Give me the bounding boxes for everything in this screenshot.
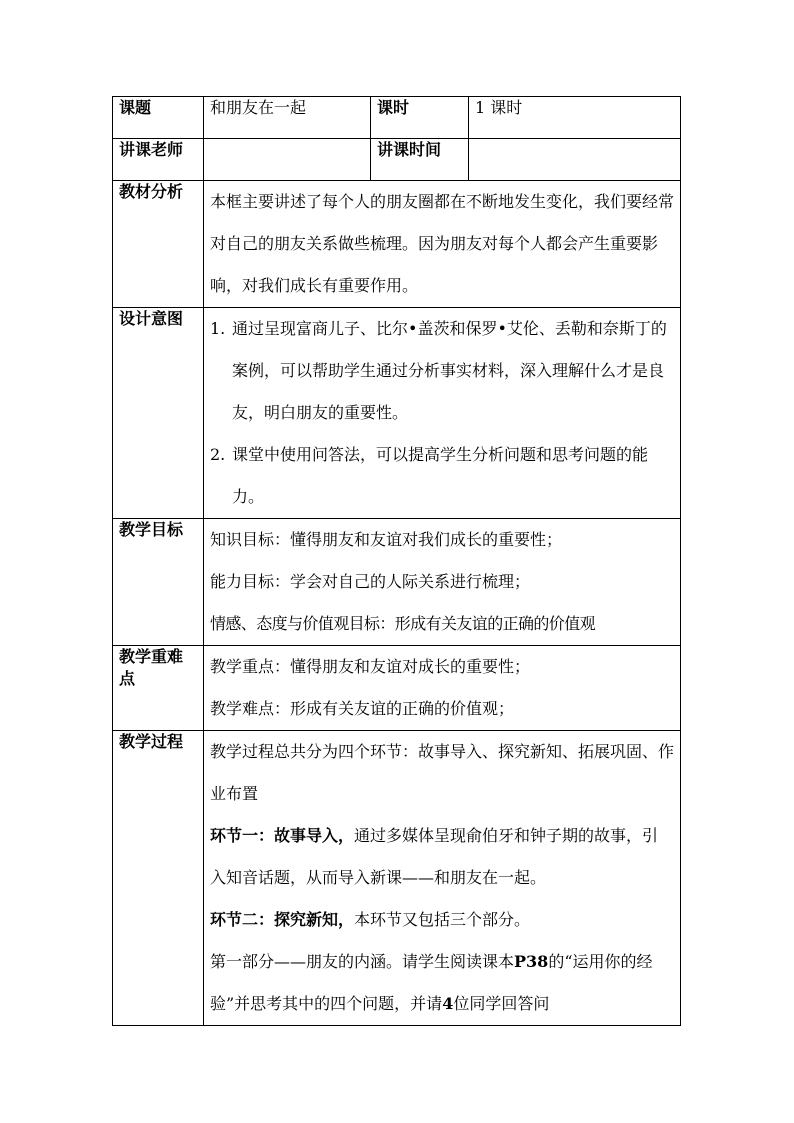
- goals-content: [204, 519, 681, 646]
- part1-page-ref: P38: [514, 952, 549, 971]
- step2-text: 本环节又包括三个部分。: [354, 910, 531, 929]
- process-step1: [210, 815, 674, 899]
- process-step2: [210, 899, 674, 941]
- label-time: 讲课时间: [371, 139, 469, 181]
- table-row: [113, 731, 681, 1026]
- difficult-point: 教学难点：形成有关友谊的正确的价值观；: [210, 699, 515, 718]
- design-list: [210, 308, 674, 518]
- process-content: [204, 731, 681, 1026]
- analysis-text: 本框主要讲述了每个人的朋友圈都在不断地发生变化，我们要经常对自己的朋友关系做些梳理。因为朋友对每个人都会产生重要影响，对我们成长有重要作用。: [210, 192, 675, 295]
- list-number: 2.: [210, 445, 226, 464]
- label-teacher: 讲课老师: [113, 139, 204, 181]
- label-topic: 课题: [113, 97, 204, 139]
- goal-values: 情感、态度与价值观目标：形成有关友谊的正确的价值观: [210, 614, 596, 633]
- table-row: [113, 181, 681, 308]
- label-design: 设计意图: [113, 308, 204, 519]
- table-row: [113, 308, 681, 519]
- label-analysis: 教材分析: [113, 181, 204, 308]
- step1-title: 环节一：故事导入，: [210, 826, 355, 845]
- design-content: [204, 308, 681, 519]
- hours-value: 1 课时: [469, 97, 681, 139]
- time-value: [469, 139, 681, 181]
- list-number: 1.: [210, 319, 226, 338]
- goal-ability: 能力目标：学会对自己的人际关系进行梳理；: [210, 572, 531, 591]
- table-row: [113, 139, 681, 181]
- label-hours: 课时: [371, 97, 469, 139]
- table-row: [113, 646, 681, 731]
- label-keypoints: 教学重难点: [113, 646, 204, 731]
- step1-text: 通过多媒体呈现俞伯牙和钟子期的故事，引入知音话题，从而导入新课——和朋友在一起。: [210, 826, 659, 887]
- key-point: 教学重点：懂得朋友和友谊对成长的重要性；: [210, 657, 531, 676]
- goal-knowledge: 知识目标：懂得朋友和友谊对我们成长的重要性；: [210, 530, 563, 549]
- lesson-plan-table: [112, 96, 681, 1026]
- keypoints-content: [204, 646, 681, 731]
- label-process: 教学过程: [113, 731, 204, 1026]
- part1-text-a: 第一部分——朋友的内涵。请学生阅读课本: [210, 952, 515, 971]
- list-item: [210, 308, 674, 434]
- part1-text-c: 位同学回答问: [453, 994, 550, 1013]
- analysis-content: [204, 181, 681, 308]
- topic-value: 和朋友在一起: [204, 97, 371, 139]
- process-intro: 教学过程总共分为四个环节：故事导入、探究新知、拓展巩固、作业布置: [210, 742, 675, 803]
- table-row: [113, 519, 681, 646]
- list-text: 课堂中使用问答法，可以提高学生分析问题和思考问题的能力。: [232, 445, 649, 506]
- list-text: 通过呈现富商儿子、比尔•盖茨和保罗•艾伦、丢勒和奈斯丁的案例，可以帮助学生通过分析事实材料，深入理解什么才是良友，明白朋友的重要性。: [232, 319, 667, 422]
- part1-text-b: 的“运用你的经验”并思考其中的四个问题，并请: [210, 952, 653, 1013]
- part1-count: 4: [442, 994, 454, 1013]
- step2-title: 环节二：探究新知，: [210, 910, 355, 929]
- teacher-value: [204, 139, 371, 181]
- list-item: [210, 434, 674, 518]
- label-goals: 教学目标: [113, 519, 204, 646]
- process-part1: [210, 941, 674, 1025]
- table-row: [113, 97, 681, 139]
